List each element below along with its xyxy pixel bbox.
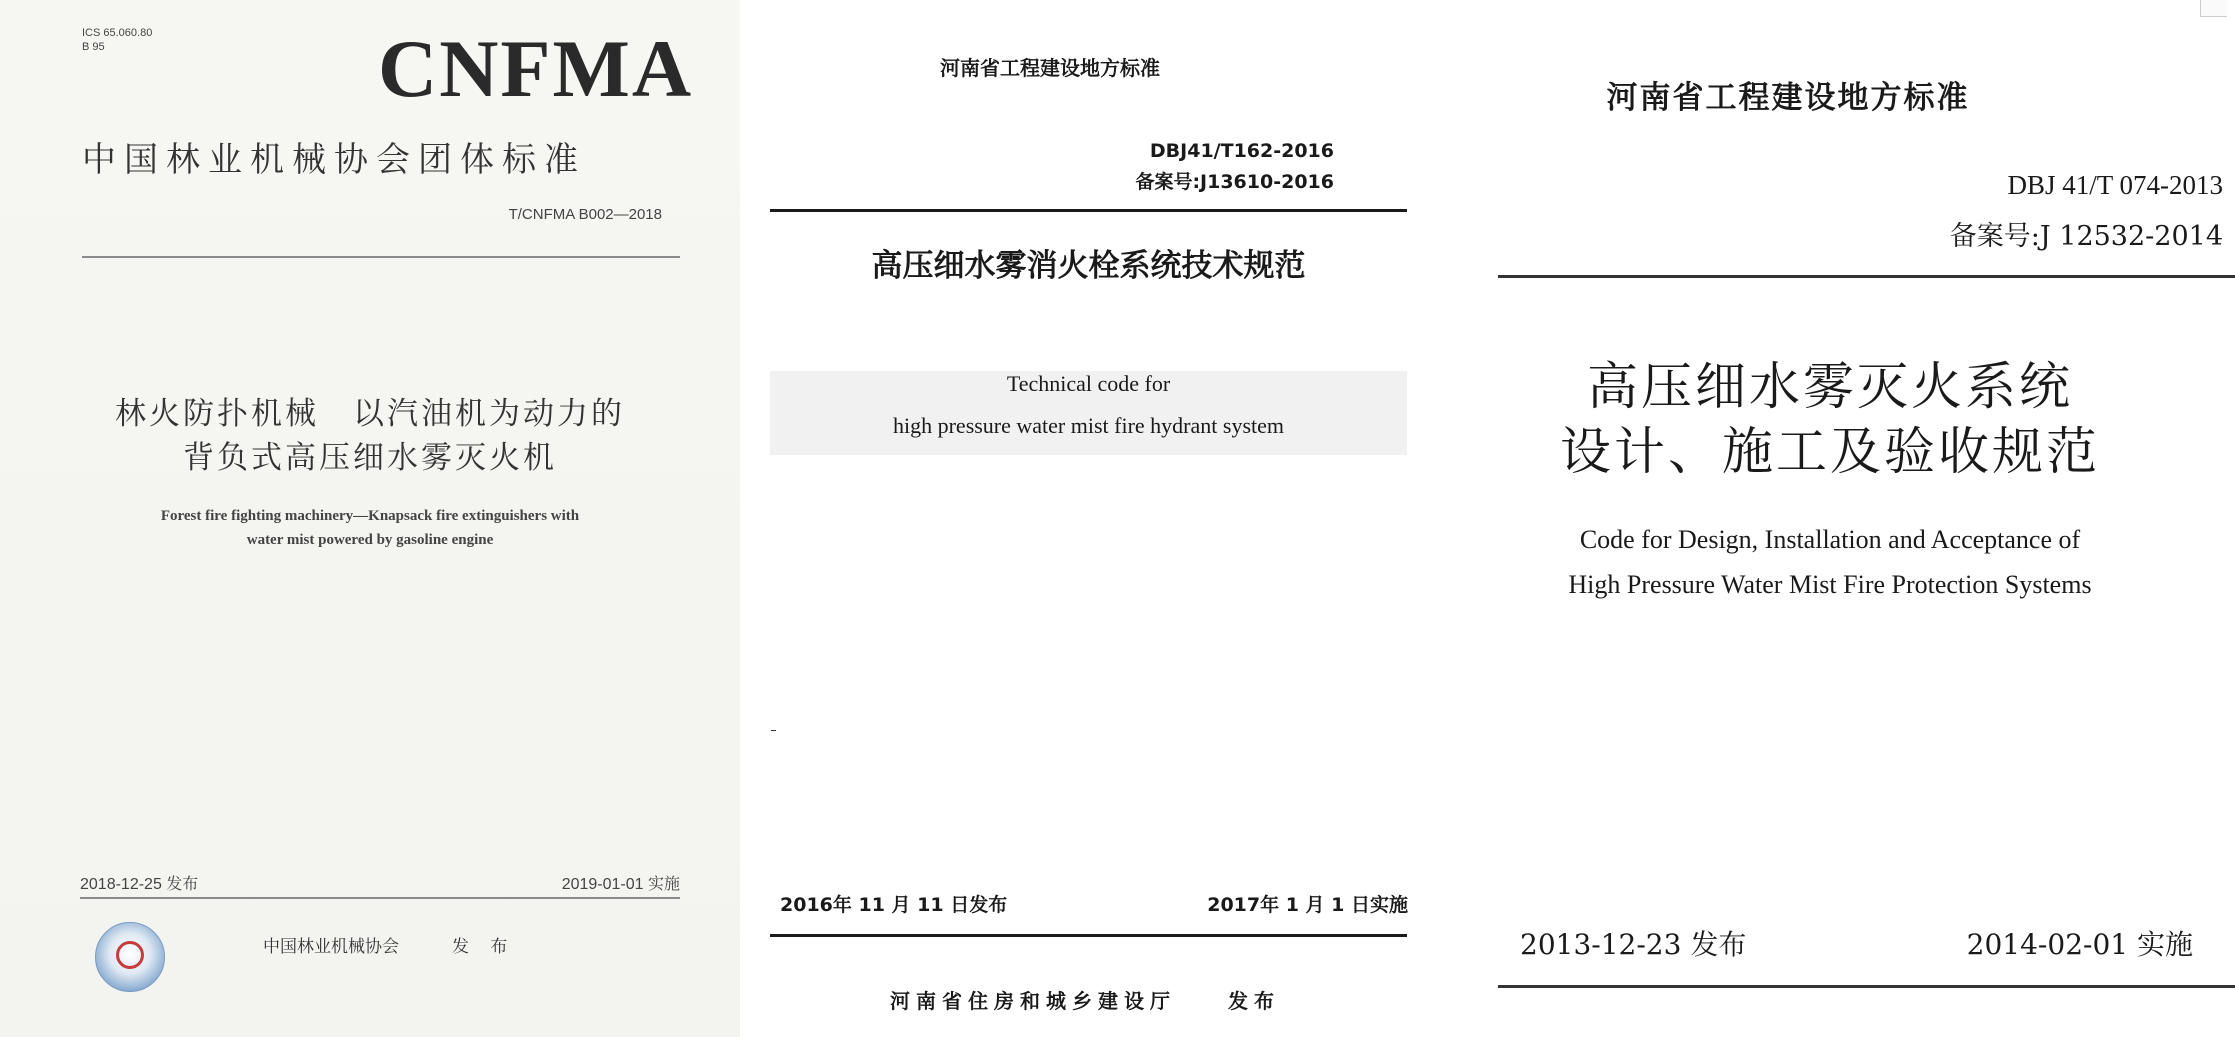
english-title-line-2: water mist powered by gasoline engine xyxy=(246,532,494,548)
association-seal-icon xyxy=(95,922,165,992)
standard-code: DBJ 41/T 074-2013 xyxy=(2007,170,2223,200)
record-number: 备案号:J13610-2016 xyxy=(1135,171,1334,193)
record-number: 备案号:J 12532-2014 xyxy=(1949,221,2223,252)
hydrant-code-cover xyxy=(740,0,1430,1037)
standard-title-line-1: 林火防扑机械 以汽油机为动力的 xyxy=(115,396,625,432)
divider xyxy=(80,897,680,899)
divider xyxy=(770,934,1407,937)
cnfma-cover xyxy=(0,0,740,1037)
publisher: 中国林业机械协会 xyxy=(263,937,399,957)
standard-title-line-2: 背负式高压细水雾灭火机 xyxy=(183,440,557,476)
brand-logo-text: CNFMA xyxy=(378,23,694,114)
divider xyxy=(770,209,1407,212)
publisher: 河南省住房和城乡建设厅 发布 xyxy=(890,989,1280,1013)
english-title-line-1: Technical code for xyxy=(1006,371,1171,396)
english-title-line-2: high pressure water mist fire hydrant system xyxy=(892,413,1284,438)
standard-title-line-2: 设计、施工及验收规范 xyxy=(1559,423,2100,482)
standard-code: T/CNFMA B002—2018 xyxy=(508,206,662,223)
ics-code xyxy=(82,26,152,54)
issue-date: 2018-12-25 发布 xyxy=(80,876,199,893)
standard-code: DBJ41/T162-2016 xyxy=(1149,140,1334,162)
header: 河南省工程建设地方标准 xyxy=(940,56,1160,80)
issue-date: 2016年 11 月 11 日发布 xyxy=(780,894,1008,916)
english-title-line-2: High Pressure Water Mist Fire Protection Systems xyxy=(1568,570,2092,599)
standard-title-line-1: 高压细水雾灭火系统 xyxy=(1586,358,2073,417)
ics-line-2: B 95 xyxy=(82,41,105,53)
english-title-line-1: Forest fire fighting machinery—Knapsack fire extinguishers with xyxy=(160,508,580,524)
effective-date: 2017年 1 月 1 日实施 xyxy=(1207,894,1408,916)
english-title-line-1: Code for Design, Installation and Acceptance of xyxy=(1579,525,2081,554)
divider xyxy=(82,256,680,258)
design-code-cover xyxy=(1430,0,2235,1037)
divider xyxy=(1498,985,2235,988)
stray-mark xyxy=(771,730,776,731)
publish-label: 发 布 xyxy=(452,937,516,957)
standard-title: 高压细水雾消火栓系统技术规范 xyxy=(871,248,1306,284)
effective-date: 2019-01-01 实施 xyxy=(561,876,680,893)
ics-line-1: ICS 65.060.80 xyxy=(82,27,153,39)
corner-tab xyxy=(2200,0,2227,17)
effective-date: 2014-02-01 实施 xyxy=(1966,928,2193,961)
organization-title: 中国林业机械协会团体标准 xyxy=(82,140,586,180)
divider xyxy=(1498,275,2235,278)
header: 河南省工程建设地方标准 xyxy=(1606,80,1970,116)
issue-date: 2013-12-23 发布 xyxy=(1520,928,1747,961)
